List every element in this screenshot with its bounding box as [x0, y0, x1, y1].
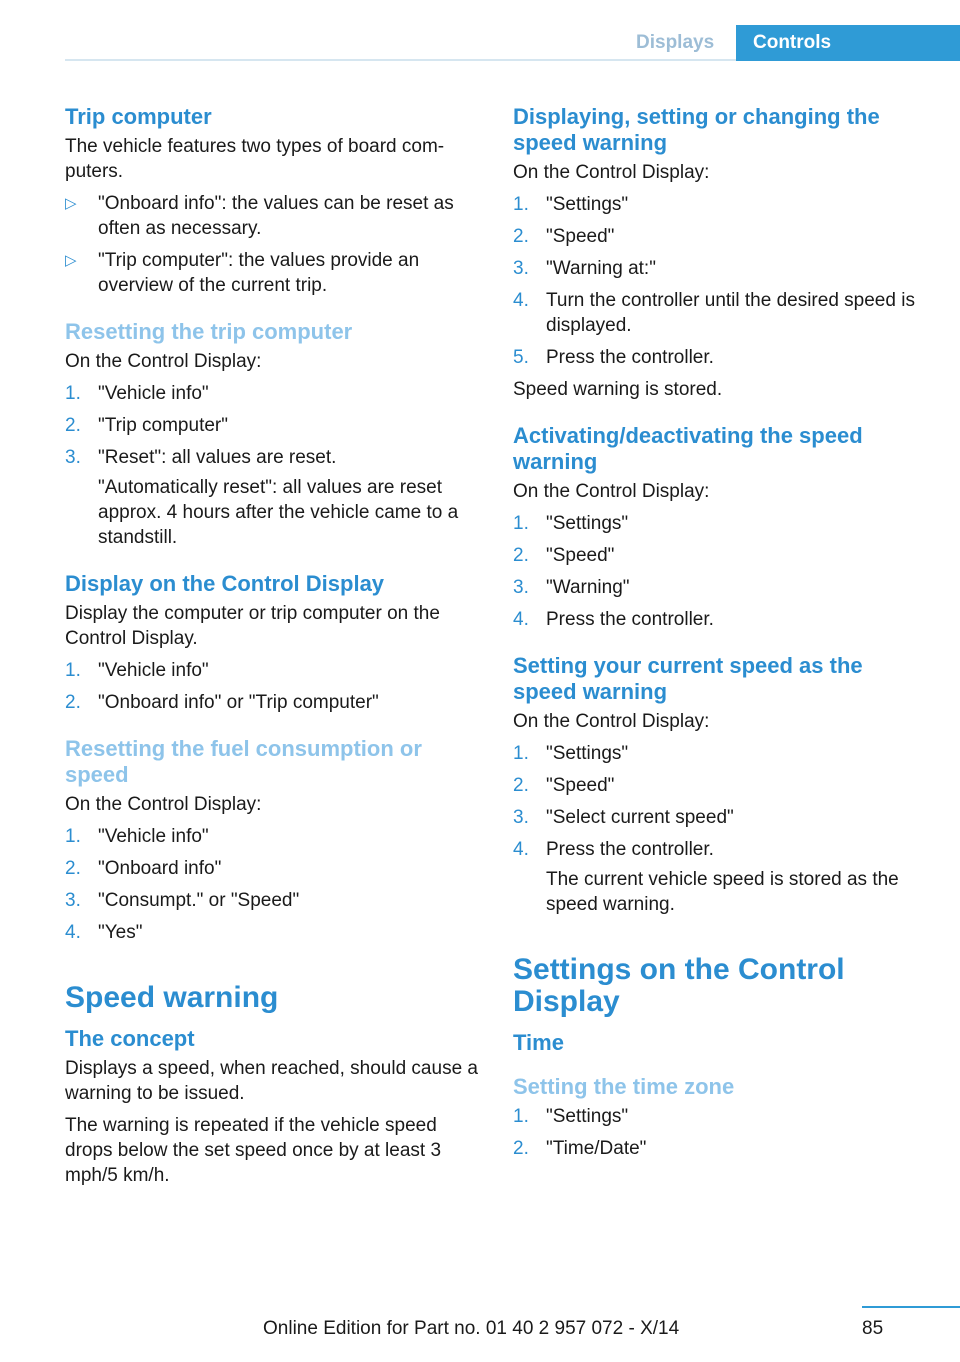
list-item: 2. "Speed"	[513, 775, 615, 796]
heading-resetting-trip-computer: Resetting the trip computer	[65, 319, 353, 344]
heading-speed-warning: Speed warning	[65, 981, 279, 1014]
act-steps	[513, 511, 923, 632]
heading-trip-computer: Trip computer	[65, 104, 212, 129]
list-item: 4. Press the controller.	[513, 609, 714, 630]
cur-intro: On the Control Display:	[513, 711, 710, 732]
list-item: 1. "Settings"	[513, 194, 629, 215]
list-item: 2. "Trip computer"	[65, 415, 228, 436]
chapter-label: Controls	[753, 32, 832, 53]
chapter-tab	[736, 25, 960, 61]
list-item: 3. "Consumpt." or "Speed"	[65, 890, 300, 911]
list-item: 1. "Settings"	[513, 513, 629, 534]
triangle-bullet-icon: ▷	[65, 195, 77, 212]
list-item: 3. "Warning at:"	[513, 258, 656, 279]
display-intro: Display the computer or trip computer on the Control Display.	[65, 603, 440, 649]
triangle-bullet-icon: ▷	[65, 252, 77, 269]
reset-fuel-intro: On the Control Display:	[65, 794, 262, 815]
list-item: 1. "Settings"	[513, 743, 629, 764]
edition-note: Online Edition for Part no. 01 40 2 957 072 - X/14	[263, 1318, 680, 1339]
heading-time: Time	[513, 1030, 564, 1055]
reset-trip-steps	[65, 381, 483, 470]
list-item: 4. Turn the controller until the desired speed is displayed.	[513, 290, 915, 336]
heading-set-speed-warning: Displaying, setting or changing the speed warning	[513, 104, 880, 155]
list-item: 1. "Vehicle info"	[65, 826, 209, 847]
heading-display-on-control-display: Display on the Control Display	[65, 571, 385, 596]
footer-rule	[862, 1306, 960, 1308]
heading-resetting-fuel: Resetting the fuel consumption or speed	[65, 736, 422, 787]
page-number: 85	[862, 1318, 884, 1339]
list-item: 2. "Onboard info"	[65, 858, 222, 879]
section-label: Displays	[636, 32, 715, 53]
reset-trip-intro: On the Control Display:	[65, 351, 262, 372]
display-steps	[65, 658, 483, 715]
heading-current-speed-warning: Setting your current speed as the speed warning	[513, 653, 863, 704]
list-item: ▷ "Trip computer": the values provide an overview of the current trip.	[65, 250, 420, 296]
list-item: 1. "Vehicle info"	[65, 383, 209, 404]
right-column	[513, 104, 923, 1168]
list-item: 4. Press the controller.	[513, 839, 714, 860]
list-item: 3. "Warning"	[513, 577, 630, 598]
trip-bullet-list	[65, 191, 483, 298]
concept-paragraph-2: The warning is repeated if the vehicle speed drops below the set speed once by at least 3 mph/5 km/h.	[65, 1115, 442, 1186]
set-outro: Speed warning is stored.	[513, 379, 723, 400]
set-intro: On the Control Display:	[513, 162, 710, 183]
list-item: 3. "Select current speed"	[513, 807, 734, 828]
cur-note: The current vehicle speed is stored as the speed warning.	[546, 869, 899, 915]
left-column	[65, 104, 483, 1195]
list-item: 2. "Time/Date"	[513, 1138, 647, 1159]
list-item: 2. "Speed"	[513, 226, 615, 247]
list-item: 1. "Vehicle info"	[65, 660, 209, 681]
list-item: 4. "Yes"	[65, 922, 143, 943]
reset-fuel-steps	[65, 824, 483, 945]
heading-settings-control-display: Settings on the Control Display	[513, 953, 845, 1018]
cur-steps	[513, 741, 923, 862]
trip-intro: The vehicle features two types of board com-puters.	[65, 136, 445, 182]
list-item: 1. "Settings"	[513, 1106, 629, 1127]
heading-setting-time-zone: Setting the time zone	[513, 1074, 735, 1099]
reset-trip-note: "Automatically reset": all values are reset approx. 4 hours after the vehicle came to a standstill.	[98, 477, 459, 548]
act-intro: On the Control Display:	[513, 481, 710, 502]
list-item: 2. "Speed"	[513, 545, 615, 566]
list-item: ▷ "Onboard info": the values can be reset as often as necessary.	[65, 193, 454, 239]
list-item: 2. "Onboard info" or "Trip computer"	[65, 692, 379, 713]
list-item: 5. Press the controller.	[513, 347, 714, 368]
concept-paragraph-1: Displays a speed, when reached, should cause a warning to be issued.	[65, 1058, 478, 1104]
heading-the-concept: The concept	[65, 1026, 195, 1051]
list-item: 3. "Reset": all values are reset.	[65, 447, 337, 468]
heading-activating-speed-warning: Activating/deactivating the speed warning	[513, 423, 863, 474]
tz-steps	[513, 1104, 923, 1161]
set-steps	[513, 192, 923, 370]
